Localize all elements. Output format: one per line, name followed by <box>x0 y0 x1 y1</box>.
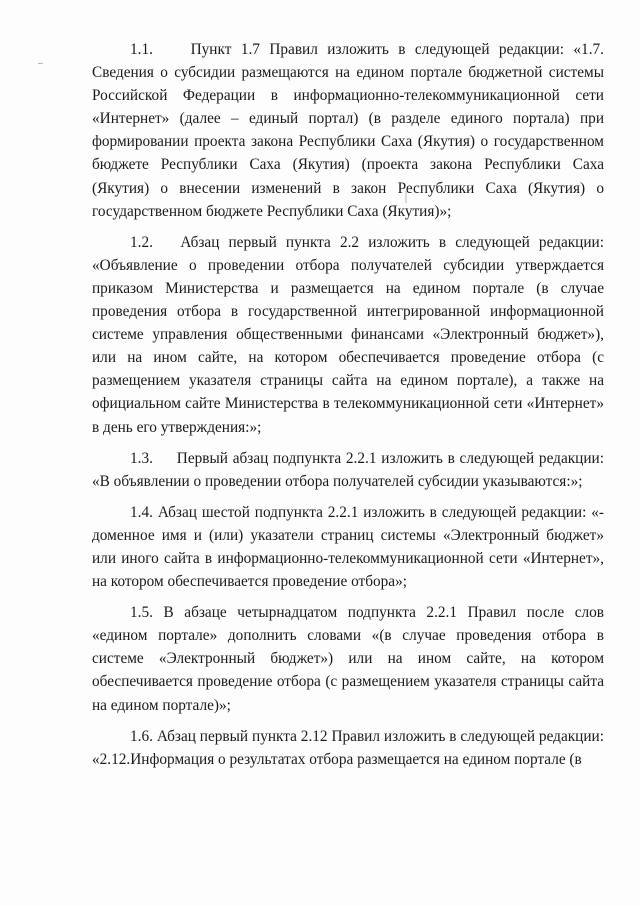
paragraph-number: 1.6. <box>130 727 153 745</box>
paragraph-1-6 <box>92 725 604 771</box>
paragraph-text: Абзац шестой подпункта 2.2.1 изложить в следующей редакции: «- доменное имя и (или) указатели страниц системы «Электронный бюджет» или иного сайта в информационно-телекоммуникационной сети «Интернет», на котором обеспечивается проведение отбора»; <box>92 503 605 591</box>
paragraph-1-4 <box>92 501 604 593</box>
scan-artifact <box>38 63 43 64</box>
paragraph-1-3 <box>92 447 604 493</box>
paragraph-text: Абзац первый пункта 2.12 Правил изложить в следующей редакции: «2.12.Информация о результатах отбора размещается на едином портале (в <box>92 727 604 768</box>
document-body <box>92 38 604 779</box>
paragraph-1-5 <box>92 601 604 716</box>
paragraph-number: 1.4. <box>130 503 153 521</box>
paragraph-number: 1.1. <box>130 41 153 58</box>
paragraph-text: Пункт 1.7 Правил изложить в следующей редакции: «1.7. Сведения о субсидии размещаются на едином портале бюджетной системы Российской Федерации в информационно-телекоммуникационной сети «Интернет» (далее – единый портал) (в разделе единого портала) при формировании проекта закона Республики Саха (Якутия) о государственном бюджете Республики Саха (Якутия) (проекта закона Республики Саха (Якутия) о внесении изменений в закон Республики Саха (Якутия) о государственном бюджете Республики Саха (Якутия)»; <box>92 41 604 220</box>
paragraph-number: 1.5. <box>130 604 153 622</box>
paragraph-1-2 <box>92 231 604 439</box>
paragraph-text: Первый абзац подпункта 2.2.1 изложить в следующей редакции: «В объявлении о проведении отбора получателей субсидии указываются:»; <box>92 449 604 490</box>
paragraph-1-1 <box>92 38 604 223</box>
paragraph-text: Абзац первый пункта 2.2 изложить в следующей редакции: «Объявление о проведении отбора получателей субсидии утверждается приказом Министерства и размещается на едином портале (в случае проведения отбора в государственной интегрированной информационной системе управления общественными финансами «Электронный бюджет»), или на ином сайте, на котором обеспечивается проведение отбора (с размещением указателя страницы сайта на едином портале), а также на официальном сайте Министерства в телекоммуникационной сети «Интернет» в день его утверждения:»; <box>92 233 604 436</box>
paragraph-number: 1.2. <box>130 233 153 251</box>
paragraph-text: В абзаце четырнадцатом подпункта 2.2.1 Правил после слов «едином портале» дополнить словами «(в случае проведения отбора в системе «Электронный бюджет») или на ином сайте, на котором обеспечивается проведение отбора (с размещением указателя страницы сайта на едином портале)»; <box>92 604 604 714</box>
paragraph-number: 1.3. <box>130 449 153 467</box>
